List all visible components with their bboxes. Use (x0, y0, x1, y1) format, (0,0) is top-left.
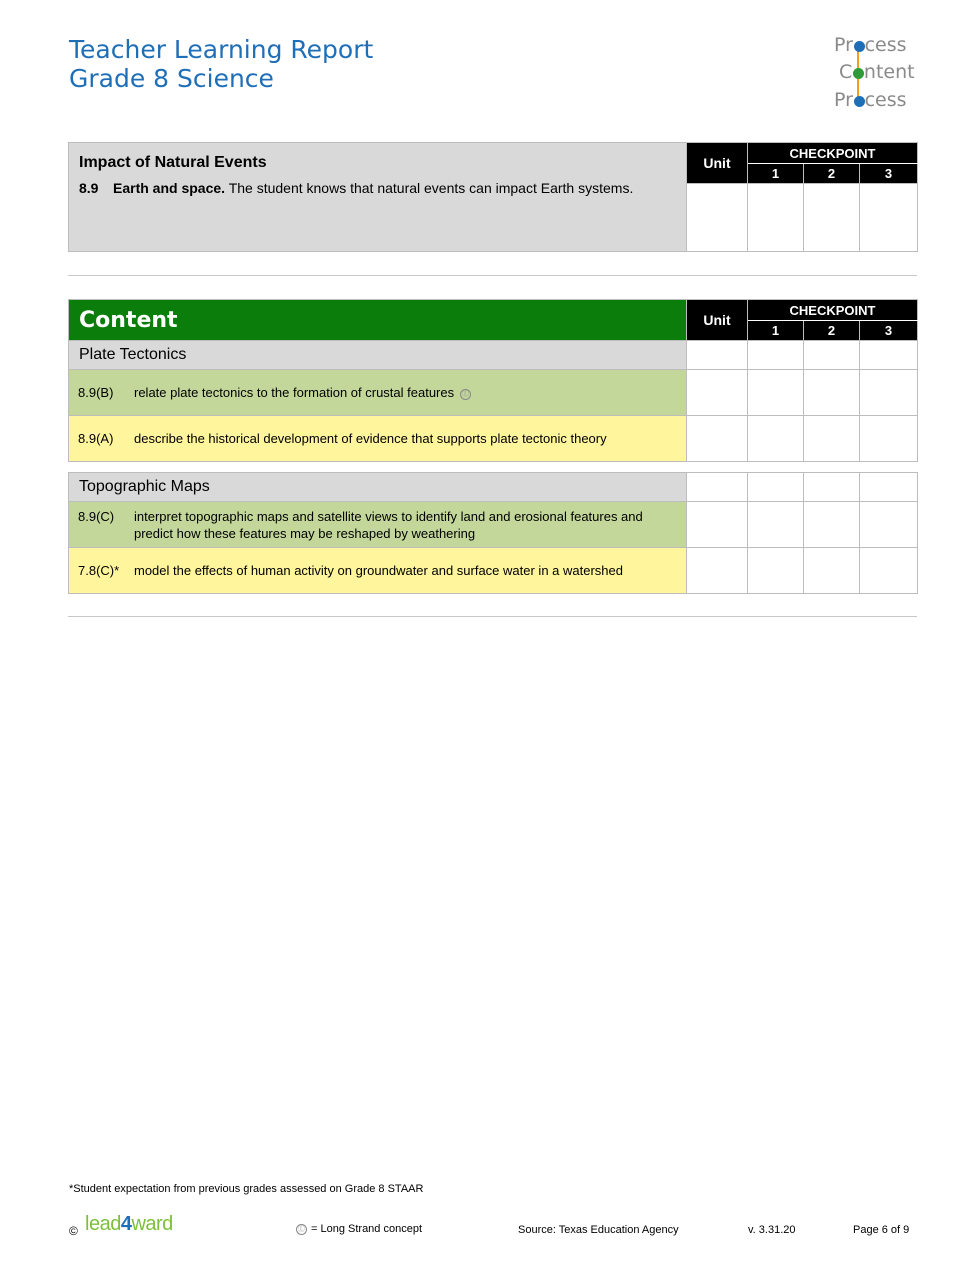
standard-code: 8.9(B) (78, 385, 114, 400)
checkpoint-3-cell[interactable] (860, 473, 918, 502)
checkpoint-1-cell[interactable] (748, 370, 804, 416)
standard-code: 8.9(A) (78, 431, 114, 446)
table-row (69, 370, 918, 416)
checkpoint-2-cell[interactable] (804, 184, 860, 252)
checkpoint-3-cell[interactable] (860, 548, 918, 594)
unit-header: Unit (687, 300, 748, 341)
checkpoint-3-header: 3 (860, 164, 918, 184)
standard-cell (69, 370, 687, 416)
table-row (69, 548, 918, 594)
standard-text: describe the historical development of evidence that supports plate tectonic theory (134, 431, 607, 446)
checkpoint-1-header: 1 (748, 321, 804, 341)
checkpoint-2-cell[interactable] (804, 502, 860, 548)
report-title-line1: Teacher Learning Report (69, 35, 374, 64)
long-strand-icon: Ⓛ (462, 391, 470, 398)
strand-text: The student knows that natural events can impact Earth systems. (228, 180, 634, 196)
unit-cell[interactable] (687, 370, 748, 416)
standard-text: interpret topographic maps and satellite views to identify land and erosional features and predict how these features may be reshaped by weathering (134, 508, 643, 541)
strand-bold-text: Earth and space. (113, 180, 226, 196)
checkpoint-3-cell[interactable] (860, 370, 918, 416)
standard-text: relate plate tectonics to the formation of crustal features (134, 385, 455, 400)
report-title (69, 35, 373, 93)
unit-header: Unit (687, 143, 748, 184)
checkpoint-3-cell[interactable] (860, 184, 918, 252)
checkpoint-3-cell[interactable] (860, 502, 918, 548)
legend-text: = Long Strand concept (311, 1223, 422, 1235)
checkpoint-2-cell[interactable] (804, 370, 860, 416)
table-row (69, 502, 918, 548)
brand-part-4: 4 (120, 1213, 132, 1235)
logo-word-process-bottom: Pr cess (834, 89, 907, 111)
standard-text: model the effects of human activity on groundwater and surface water in a watershed (134, 563, 623, 578)
checkpoint-1-cell[interactable] (748, 473, 804, 502)
content-heading: Content (69, 300, 687, 341)
standard-code: 7.8(C)* (78, 563, 120, 578)
checkpoint-1-cell[interactable] (748, 548, 804, 594)
process-content-process-logo (826, 34, 926, 114)
unit-cell[interactable] (687, 416, 748, 462)
strand-table (68, 142, 918, 252)
standard-cell (69, 416, 687, 462)
unit-cell[interactable] (687, 548, 748, 594)
standard-cell (69, 502, 687, 548)
page-number: Page 6 of 9 (853, 1224, 910, 1236)
source: Source: Texas Education Agency (518, 1224, 679, 1236)
copyright-symbol: © (69, 1224, 78, 1238)
divider (68, 275, 917, 276)
footnote: *Student expectation from previous grades assessed on Grade 8 STAAR (69, 1183, 424, 1195)
report-title-line2: Grade 8 Science (69, 64, 274, 93)
unit-cell[interactable] (687, 341, 748, 370)
content-table-plate-tectonics (68, 299, 918, 462)
standard-cell (69, 548, 687, 594)
checkpoint-1-cell[interactable] (748, 184, 804, 252)
checkpoint-1-cell[interactable] (748, 416, 804, 462)
checkpoint-2-header: 2 (804, 164, 860, 184)
logo-word-process-top: Pr cess (834, 34, 907, 56)
checkpoint-1-cell[interactable] (748, 502, 804, 548)
divider (68, 616, 917, 617)
checkpoint-2-cell[interactable] (804, 473, 860, 502)
unit-cell[interactable] (687, 184, 748, 252)
checkpoint-1-header: 1 (748, 164, 804, 184)
version: v. 3.31.20 (748, 1224, 796, 1236)
lead4ward-logo (85, 1213, 173, 1236)
standard-description (134, 384, 674, 401)
checkpoint-2-cell[interactable] (804, 341, 860, 370)
checkpoint-3-cell[interactable] (860, 416, 918, 462)
group-title: Topographic Maps (69, 473, 687, 502)
group-title: Plate Tectonics (69, 341, 687, 370)
checkpoint-2-cell[interactable] (804, 548, 860, 594)
strand-code: 8.9 (79, 180, 99, 196)
checkpoint-2-cell[interactable] (804, 416, 860, 462)
content-table-topographic-maps (68, 472, 918, 594)
strand-statement (79, 180, 676, 196)
standard-code: 8.9(C) (78, 508, 115, 524)
checkpoint-1-cell[interactable] (748, 341, 804, 370)
strand-title: Impact of Natural Events (79, 154, 267, 171)
strand-cell (69, 143, 687, 252)
logo-word-content: C ntent (839, 61, 915, 83)
unit-cell[interactable] (687, 502, 748, 548)
checkpoint-header: CHECKPOINT (748, 143, 918, 164)
checkpoint-header: CHECKPOINT (748, 300, 918, 321)
checkpoint-2-header: 2 (804, 321, 860, 341)
legend (296, 1223, 422, 1235)
brand-part-ward: ward (131, 1213, 173, 1235)
brand-part-lead: lead (85, 1213, 121, 1235)
table-row (69, 416, 918, 462)
long-strand-icon: Ⓛ (298, 1226, 305, 1233)
unit-cell[interactable] (687, 473, 748, 502)
checkpoint-3-cell[interactable] (860, 341, 918, 370)
checkpoint-3-header: 3 (860, 321, 918, 341)
